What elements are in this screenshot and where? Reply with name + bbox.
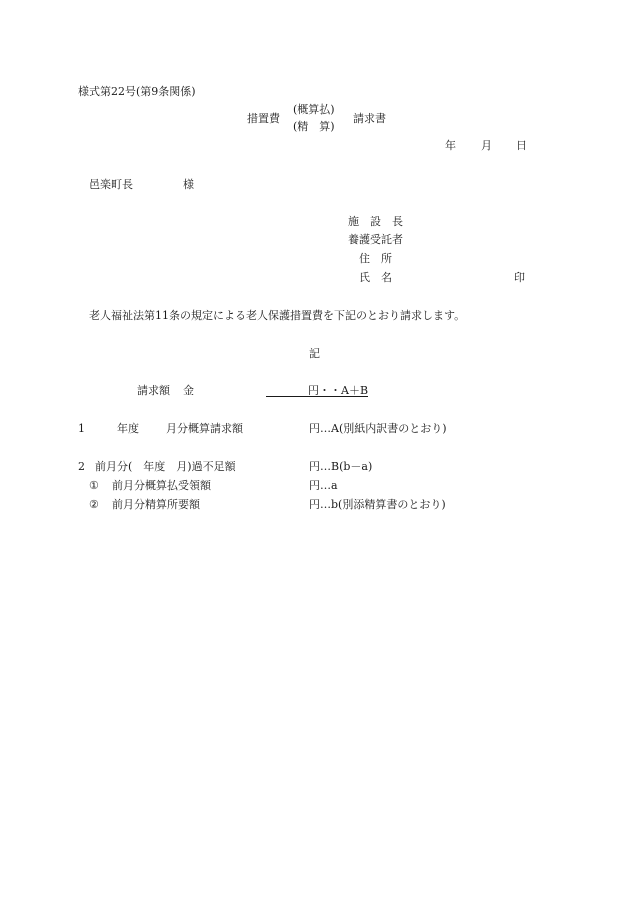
title-option-settlement: (精 算) (293, 120, 335, 133)
title-option-advance: (概算払) (293, 103, 335, 116)
item-1-text: 月分概算請求額 (166, 422, 243, 435)
total-amount-blank (266, 384, 308, 397)
item-2b-number: ② (89, 498, 99, 511)
addressee-name: 邑楽町長 (89, 178, 133, 191)
item-1-value: 円…A(別紙内訳書のとおり) (309, 422, 447, 435)
title-suffix: 請求書 (353, 112, 386, 125)
seal-label: 印 (514, 271, 525, 284)
ki-heading: 記 (309, 347, 320, 360)
contractor-label: 養護受託者 (348, 233, 403, 246)
item-2a-number: ① (89, 479, 99, 492)
address-label: 住 所 (359, 252, 392, 265)
total-amount-line (266, 384, 368, 397)
item-2b-value: 円…b(別添精算書のとおり) (309, 498, 446, 511)
total-currency: 金 (183, 384, 194, 397)
total-expression: 円・・A＋B (308, 384, 369, 397)
date-month: 月 (481, 139, 492, 152)
item-2-value: 円…B(b－a) (309, 460, 373, 473)
facility-head-label: 施 設 長 (348, 215, 403, 228)
item-2-text: 前月分( 年度 月)過不足額 (95, 460, 236, 473)
item-1-year: 年度 (117, 422, 139, 435)
item-1-number: 1 (78, 422, 85, 435)
body-text: 老人福祉法第11条の規定による老人保護措置費を下記のとおり請求します。 (89, 309, 466, 322)
item-2-number: 2 (78, 460, 85, 473)
item-2a-text: 前月分概算払受領額 (112, 479, 211, 492)
title-prefix: 措置費 (247, 112, 280, 125)
date-day: 日 (516, 139, 527, 152)
form-number: 様式第22号(第9条関係) (78, 85, 196, 98)
name-label: 氏 名 (359, 271, 392, 284)
item-2a-value: 円…a (309, 479, 338, 492)
date-year: 年 (445, 139, 456, 152)
addressee-honorific: 様 (183, 178, 194, 191)
total-label: 請求額 (137, 384, 170, 397)
item-2b-text: 前月分精算所要額 (112, 498, 200, 511)
